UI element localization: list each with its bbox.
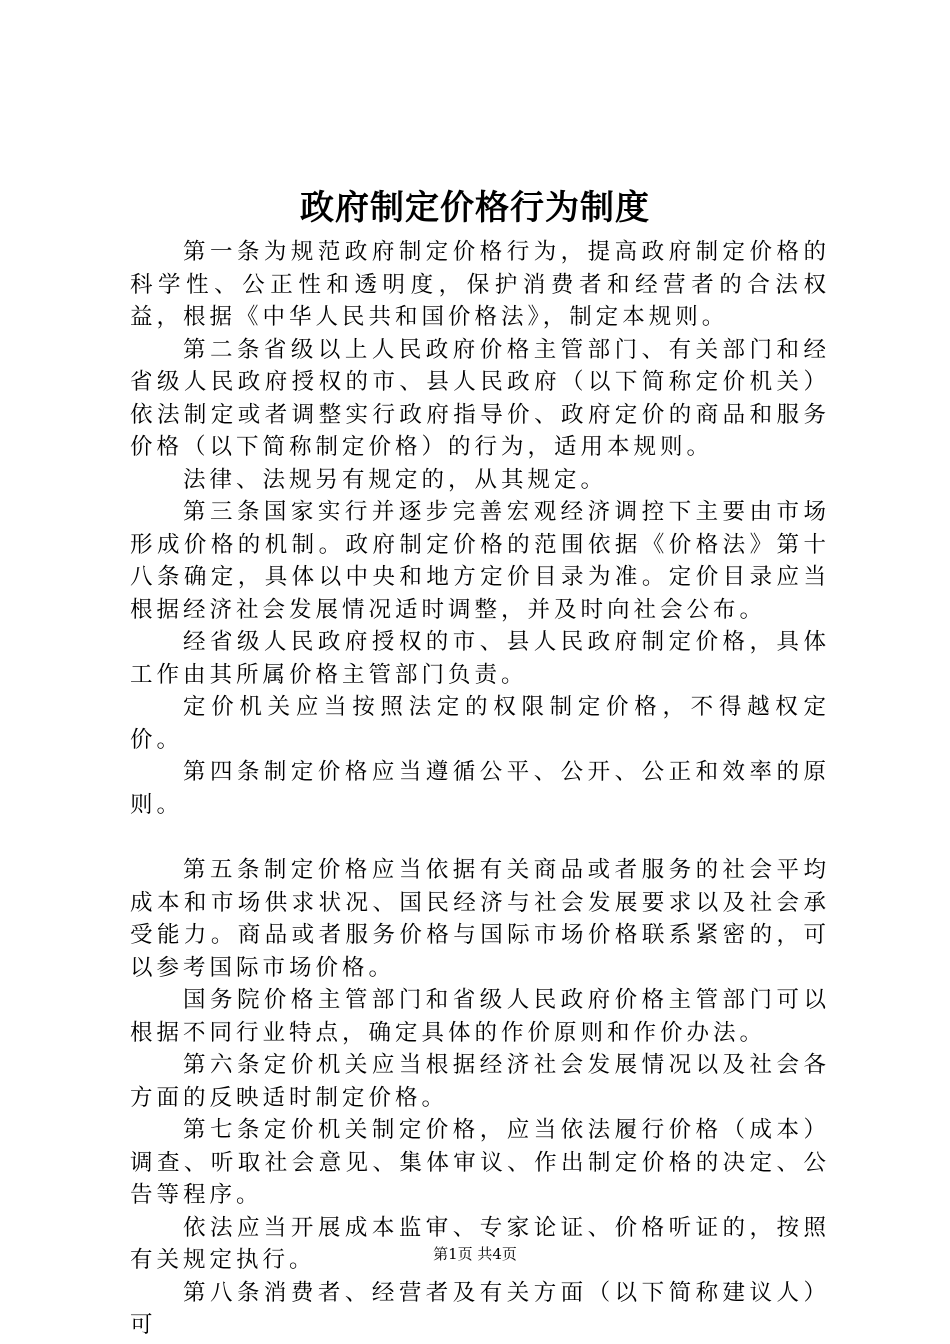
- paragraph-article-3-authorization: 经省级人民政府授权的市、县人民政府制定价格，具体工作由其所属价格主管部门负责。: [130, 629, 830, 688]
- paragraph-article-7-procedures: 依法应当开展成本监审、专家论证、价格听证的，按照有关规定执行。: [130, 1214, 830, 1273]
- paragraph-article-7: 第七条定价机关制定价格，应当依法履行价格（成本）调查、听取社会意见、集体审议、作出制定价格的决定、公告等程序。: [130, 1117, 830, 1208]
- paragraph-article-3: 第三条国家实行并逐步完善宏观经济调控下主要由市场形成价格的机制。政府制定价格的范围依据《价格法》第十八条确定，具体以中央和地方定价目录为准。定价目录应当根据经济社会发展情况适时调整，并及时向社会公布。: [130, 499, 830, 623]
- paragraph-article-1: 第一条为规范政府制定价格行为，提高政府制定价格的科学性、公正性和透明度，保护消费者和经营者的合法权益，根据《中华人民共和国价格法》，制定本规则。: [130, 239, 830, 330]
- page-number-footer: 第1页 共4页: [433, 1245, 517, 1263]
- paragraph-article-3-authority: 定价机关应当按照法定的权限制定价格，不得越权定价。: [130, 694, 830, 753]
- paragraph-article-2-note: 法律、法规另有规定的，从其规定。: [183, 466, 608, 493]
- paragraph-article-5-principles: 国务院价格主管部门和省级人民政府价格主管部门可以根据不同行业特点，确定具体的作价原则和作价办法。: [130, 987, 830, 1046]
- paragraph-article-2: 第二条省级以上人民政府价格主管部门、有关部门和经省级人民政府授权的市、县人民政府（以下简称定价机关）依法制定或者调整实行政府指导价、政府定价的商品和服务价格（以下简称制定价格）的行为，适用本规则。: [130, 336, 830, 460]
- paragraph-article-8: 第八条消费者、经营者及有关方面（以下简称建议人）可: [130, 1279, 830, 1338]
- paragraph-article-4: 第四条制定价格应当遵循公平、公开、公正和效率的原则。: [130, 759, 830, 818]
- document-body: [130, 236, 830, 1342]
- paragraph-article-5: 第五条制定价格应当依据有关商品或者服务的社会平均成本和市场供求状况、国民经济与社会发展要求以及社会承受能力。商品或者服务价格与国际市场价格联系紧密的，可以参考国际市场价格。: [130, 857, 830, 981]
- document-title: 政府制定价格行为制度: [300, 188, 650, 228]
- paragraph-article-6: 第六条定价机关应当根据经济社会发展情况以及社会各方面的反映适时制定价格。: [130, 1052, 830, 1111]
